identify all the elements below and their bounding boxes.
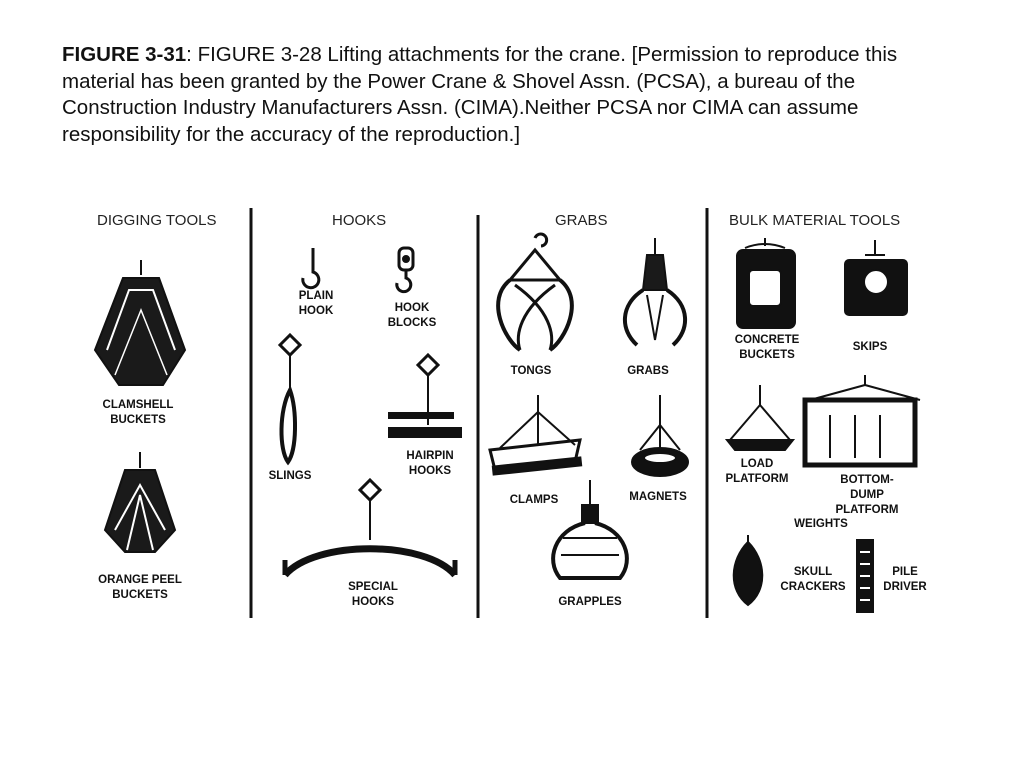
grapples-icon: [553, 480, 627, 578]
grabs-icon: [625, 238, 685, 345]
label-grabs: GRABS: [627, 365, 669, 377]
section-header-grabs: GRABS: [555, 212, 608, 229]
label-weights: WEIGHTS: [794, 518, 848, 530]
pile-driver-icon: [857, 540, 873, 612]
skull-cracker-icon: [734, 535, 763, 605]
label-bottom-dump-platform: BOTTOM-DUMP PLATFORM: [835, 474, 899, 516]
section-header-digging-tools: DIGGING TOOLS: [97, 212, 217, 229]
label-hook-blocks: HOOK BLOCKS: [387, 302, 437, 329]
concrete-bucket-icon: [737, 238, 795, 328]
lifting-attachments-figure: [85, 200, 945, 620]
label-skull-crackers: SKULL CRACKERS: [780, 566, 846, 593]
label-concrete-buckets: CONCRETE BUCKETS: [734, 334, 800, 361]
label-load-platform: LOAD PLATFORM: [725, 458, 789, 485]
section-header-bulk-material-tools: BULK MATERIAL TOOLS: [729, 212, 901, 229]
clamshell-bucket-icon: [95, 260, 185, 385]
caption-text: : FIGURE 3-28 Lifting attachments for the crane. [Permission to reproduce this material has been granted by the Power Crane & Shovel Assn. (PCSA), a bureau of the Construction Industry Manufacturers Assn. (CIMA).Neither PCSA nor CIMA can assume responsibility for the accuracy of the reproduction.]: [62, 43, 898, 146]
label-orange-peel-buckets: ORANGE PEEL BUCKETS: [98, 574, 182, 601]
label-plain-hook: PLAIN HOOK: [298, 290, 334, 317]
figure-drawing: [85, 200, 945, 620]
label-pile-driver: PILE DRIVER: [883, 566, 927, 593]
label-tongs: TONGS: [510, 365, 552, 377]
skips-icon: [845, 240, 907, 315]
label-grapples: GRAPPLES: [558, 596, 622, 608]
section-header-hooks: HOOKS: [332, 212, 387, 229]
magnets-icon: [632, 395, 688, 476]
label-hairpin-hooks: HAIRPIN HOOKS: [406, 450, 454, 477]
hook-blocks-icon: [397, 248, 413, 292]
tongs-icon: [498, 234, 572, 350]
clamps-icon: [490, 395, 581, 475]
orange-peel-bucket-icon: [105, 452, 175, 552]
label-clamps: CLAMPS: [509, 494, 559, 506]
label-skips: SKIPS: [852, 341, 888, 353]
figure-label: FIGURE 3-31: [62, 43, 187, 66]
slings-icon: [280, 335, 300, 462]
label-clamshell-buckets: CLAMSHELL BUCKETS: [102, 399, 174, 426]
figure-caption: [62, 42, 962, 148]
special-hooks-icon: [285, 480, 455, 575]
bottom-dump-platform-icon: [805, 375, 920, 465]
label-magnets: MAGNETS: [629, 491, 687, 503]
load-platform-icon: [727, 385, 793, 450]
label-special-hooks: SPECIAL HOOKS: [348, 581, 398, 608]
label-slings: SLINGS: [268, 470, 312, 482]
plain-hook-icon: [303, 248, 319, 288]
hairpin-hooks-icon: [389, 355, 461, 437]
